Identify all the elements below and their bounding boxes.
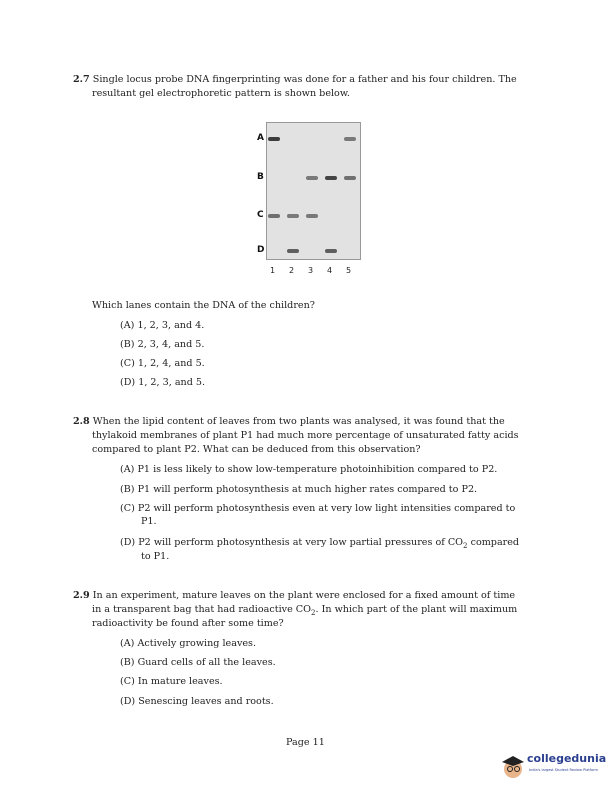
gel-band-A-lane-5 xyxy=(344,137,356,141)
gel-band-B-lane-5 xyxy=(344,176,356,180)
option: (C) P2 will perform photosynthesis even at very low light intensities compared to xyxy=(120,503,516,514)
option: (C) 1, 2, 4, and 5. xyxy=(120,358,205,369)
q27-text-2: resultant gel electrophoretic pattern is shown below. xyxy=(92,88,350,99)
logo-text: collegedunia xyxy=(527,752,607,765)
gel-image xyxy=(266,122,361,260)
q28-text-2: thylakoid membranes of plant P1 had much more percentage of unsaturated fatty acids xyxy=(92,430,519,441)
lane-label: 5 xyxy=(346,266,352,275)
gel-band-C-lane-1 xyxy=(268,214,280,218)
q28-text-3: compared to plant P2. What can be deduced from this observation? xyxy=(92,444,421,455)
gel-row-label: B xyxy=(257,172,264,182)
gel-band-B-lane-4 xyxy=(325,176,337,180)
option-cont: to P1. xyxy=(141,551,170,562)
option: (C) In mature leaves. xyxy=(120,676,223,687)
option: (B) 2, 3, 4, and 5. xyxy=(120,339,205,350)
gel-row-label: A xyxy=(257,133,264,143)
q29-text-2: in a transparent bag that had radioactive $CO_2$. In which part of the plant will maximum xyxy=(92,604,518,617)
option: (A) P1 is less likely to show low-temperature photoinhibition compared to P2. xyxy=(120,464,498,475)
lane-label: 1 xyxy=(270,266,276,275)
gel-row-label: D xyxy=(257,245,265,255)
option: (B) P1 will perform photosynthesis at much higher rates compared to P2. xyxy=(120,484,478,495)
lane-label: 4 xyxy=(327,266,333,275)
logo-tagline: India's largest Student Review Platform xyxy=(529,768,598,772)
option: (A) Actively growing leaves. xyxy=(120,638,257,649)
q29-text: 2.9 In an experiment, mature leaves on the plant were enclosed for a fixed amount of time xyxy=(73,590,516,601)
gel-band-D-lane-4 xyxy=(325,249,337,253)
option-cont: P1. xyxy=(141,516,157,527)
gel-band-A-lane-1 xyxy=(268,137,280,141)
gel-row-label: C xyxy=(257,210,264,220)
q27-question: Which lanes contain the DNA of the children? xyxy=(92,300,315,311)
q27-text: 2.7 Single locus probe DNA fingerprinting was done for a father and his four children. The xyxy=(73,74,517,85)
option: (D) 1, 2, 3, and 5. xyxy=(120,377,206,388)
gel-band-D-lane-2 xyxy=(287,249,299,253)
page-number: Page 11 xyxy=(286,737,325,748)
option: (A) 1, 2, 3, and 4. xyxy=(120,320,205,331)
q29-text-3: radioactivity be found after some time? xyxy=(92,618,284,629)
q28-text: 2.8 When the lipid content of leaves from two plants was analysed, it was found that the xyxy=(73,416,505,427)
option: (D) Senescing leaves and roots. xyxy=(120,696,274,707)
gel-band-C-lane-3 xyxy=(306,214,318,218)
gel-band-C-lane-2 xyxy=(287,214,299,218)
lane-label: 2 xyxy=(289,266,295,275)
gel-band-B-lane-3 xyxy=(306,176,318,180)
lane-label: 3 xyxy=(308,266,314,275)
option: (D) P2 will perform photosynthesis at very low partial pressures of $CO_2$ compared xyxy=(120,537,520,550)
mascot-icon xyxy=(500,754,526,780)
option: (B) Guard cells of all the leaves. xyxy=(120,657,276,668)
